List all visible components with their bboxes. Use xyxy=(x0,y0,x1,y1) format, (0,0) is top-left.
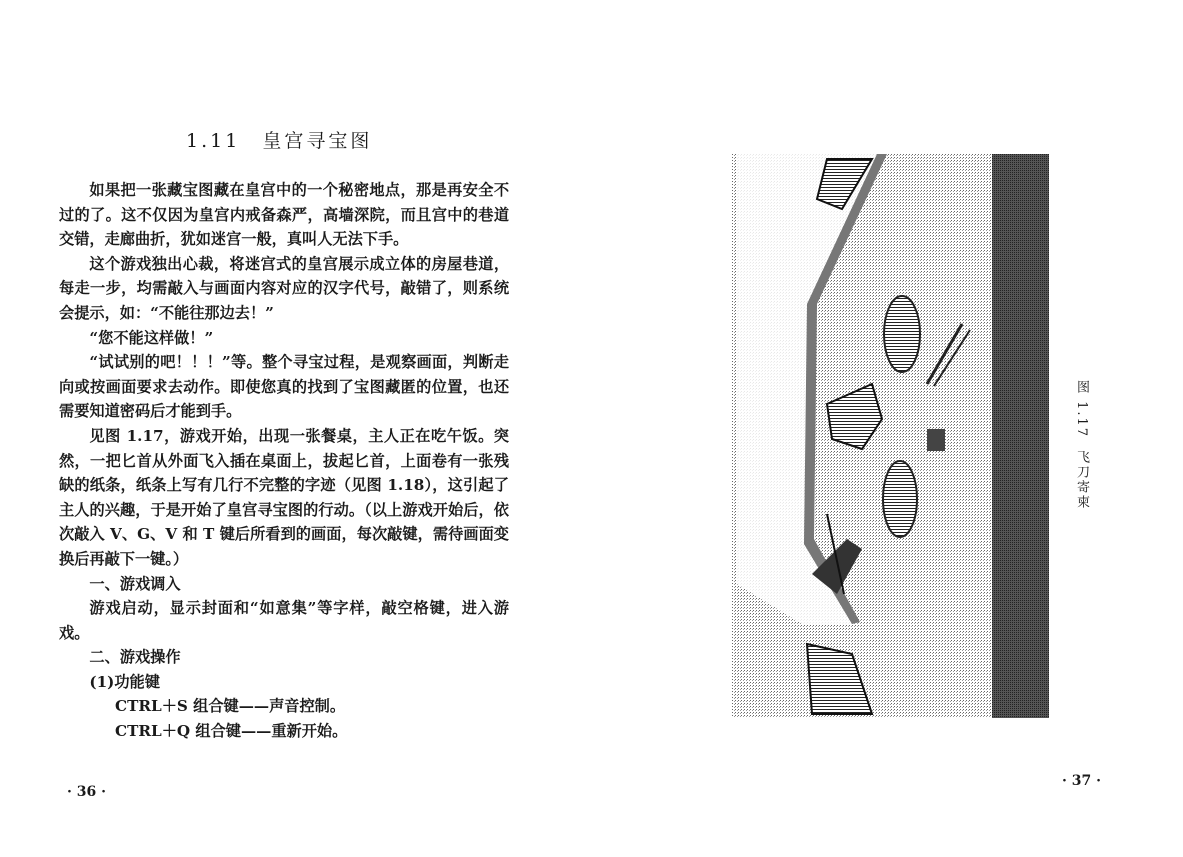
paragraph: 见图 1.17，游戏开始，出现一张餐桌，主人正在吃午饭。突然，一把匕首从外面飞入插在桌面上，拔起匕首，上面卷有一张残缺的纸条，纸条上写有几行不完整的字迹（见图 1.18），这引起了主人的兴趣，于是开始了皇宫寻宝图的行动。（以上游戏开始后，依次敲入 V、G、V 和 T 键后所看到的画面，每次敲键，需待画面变换后再敲下一键。） xyxy=(59,426,509,568)
section-number: 1.11 xyxy=(186,130,241,152)
page-number-left: · 36 · xyxy=(67,784,106,800)
figure-caption xyxy=(1072,380,1091,510)
game-screen-figure xyxy=(732,154,1049,718)
paragraph: 游戏启动，显示封面和“如意集”等字样，敲空格键，进入游戏。 xyxy=(59,599,509,642)
page-number-right: · 37 · xyxy=(1062,773,1101,789)
body-text xyxy=(59,178,509,744)
heading-game-loading: 一、游戏调入 xyxy=(89,574,181,593)
figure-caption-text: 飞刀寄柬 xyxy=(1074,450,1089,511)
paragraph: 这个游戏独出心裁，将迷宫式的皇宫展示成立体的房屋巷道，每走一步，均需敲入与画面内容对应的汉字代号，敲错了，则系统会提示，如：“不能往那边去！” xyxy=(59,254,509,322)
heading-function-keys: (1)功能键 xyxy=(89,672,160,691)
paragraph: “试试别的吧！！！”等。整个寻宝过程，是观察画面，判断走向或按画面要求去动作。即使您真的找到了宝图藏匿的位置，也还需要知道密码后才能到手。 xyxy=(59,353,509,421)
key-item: CTRL＋S 组合键——声音控制。 xyxy=(115,697,346,716)
left-page xyxy=(0,0,590,857)
paragraph: 如果把一张藏宝图藏在皇宫中的一个秘密地点，那是再安全不过的了。这不仅因为皇宫内戒备森严，高墙深院，而且宫中的巷道交错，走廊曲折，犹如迷宫一般，真叫人无法下手。 xyxy=(59,181,509,249)
section-title xyxy=(186,126,372,153)
heading-game-operation: 二、游戏操作 xyxy=(89,648,181,667)
figure-illustration xyxy=(732,154,1049,718)
key-item: CTRL＋Q 组合键——重新开始。 xyxy=(115,722,348,741)
paragraph: “您不能这样做！” xyxy=(89,328,214,347)
section-title-text: 皇宫寻宝图 xyxy=(262,130,373,152)
figure-caption-number: 图 1.17 xyxy=(1074,380,1089,439)
right-page xyxy=(592,0,1183,857)
